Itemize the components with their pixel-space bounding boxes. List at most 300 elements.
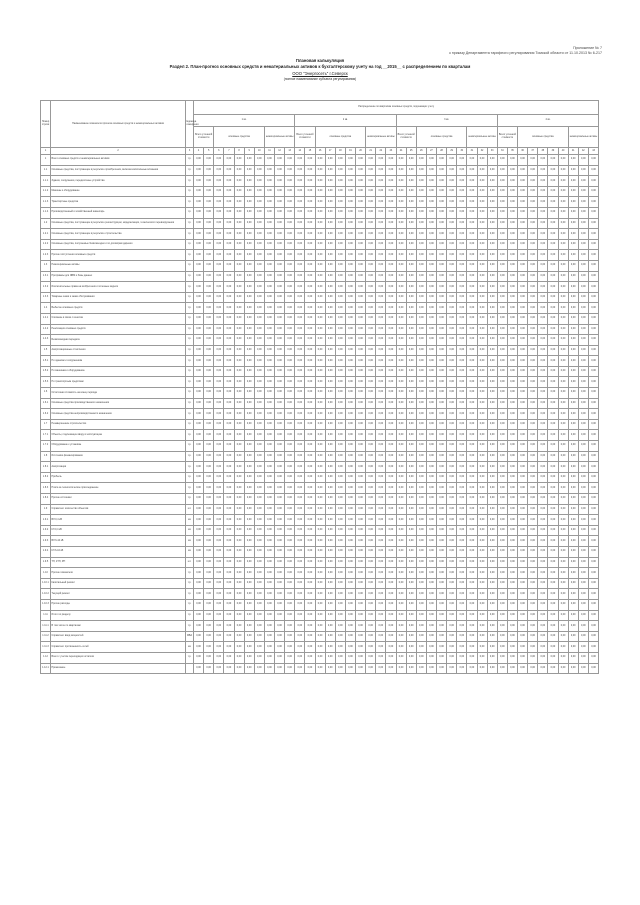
table-cell: 0,00	[356, 356, 366, 367]
table-cell: 0,00	[507, 218, 517, 229]
table-cell: 0,00	[376, 504, 386, 515]
table-cell: 0,00	[548, 546, 558, 557]
table-cell: 0,00	[426, 229, 436, 240]
table-cell: 0,00	[558, 155, 568, 166]
table-cell: 0,00	[518, 239, 528, 250]
table-cell: 0,00	[376, 451, 386, 462]
table-cell: 0,00	[335, 515, 345, 526]
table-cell: 0,00	[264, 303, 274, 314]
table-cell: 0,00	[507, 599, 517, 610]
table-cell: 0,00	[578, 631, 588, 642]
table-cell: 0,00	[437, 271, 447, 282]
table-cell: 0,00	[295, 335, 305, 346]
table-cell: 0,00	[447, 557, 457, 568]
table-cell: 0,00	[275, 525, 285, 536]
table-cell: 0,00	[528, 663, 538, 674]
table-cell: 0,00	[386, 176, 396, 187]
table-cell: 0,00	[528, 292, 538, 303]
table-cell: 0,00	[447, 589, 457, 600]
table-cell: 0,00	[487, 398, 497, 409]
table-cell: 0,00	[254, 525, 264, 536]
table-cell: 0,00	[558, 366, 568, 377]
table-cell: 0,00	[376, 642, 386, 653]
table-cell: 0,00	[295, 663, 305, 674]
table-cell: 0,00	[588, 515, 598, 526]
table-cell: 0,00	[437, 260, 447, 271]
table-cell: 0,00	[528, 377, 538, 388]
table-cell: 0,00	[234, 504, 244, 515]
table-cell: 0,00	[558, 282, 568, 293]
table-cell: 0,00	[224, 472, 234, 483]
table-cell: 0,00	[264, 525, 274, 536]
table-cell: 0,00	[558, 419, 568, 430]
table-cell: 0,00	[356, 377, 366, 388]
table-cell: 0,00	[224, 610, 234, 621]
table-cell: 0,00	[568, 557, 578, 568]
table-cell: 0,00	[548, 557, 558, 568]
table-cell: 0,00	[204, 356, 214, 367]
table-cell: 0,00	[234, 589, 244, 600]
table-cell: 0,00	[416, 218, 426, 229]
table-cell: 0,00	[194, 345, 204, 356]
table-cell: 0,00	[426, 271, 436, 282]
table-cell: 0,00	[487, 409, 497, 420]
table-cell: 0,00	[356, 642, 366, 653]
table-cell: 0,00	[538, 165, 548, 176]
table-cell: 0,00	[538, 155, 548, 166]
table-row	[41, 504, 599, 515]
table-cell: 0,00	[437, 282, 447, 293]
table-cell: 0,00	[194, 599, 204, 610]
table-cell: 0,00	[194, 409, 204, 420]
column-number: 5	[204, 148, 214, 155]
table-cell: 0,00	[538, 578, 548, 589]
row-code: 1.1.4	[41, 207, 51, 218]
table-cell: 0,00	[558, 218, 568, 229]
table-cell: 0,00	[416, 546, 426, 557]
table-cell: 0,00	[426, 610, 436, 621]
table-cell: 0,00	[285, 218, 295, 229]
table-cell: 0,00	[194, 631, 204, 642]
table-cell: 0,00	[345, 462, 355, 473]
table-cell: 0,00	[335, 525, 345, 536]
table-cell: 0,00	[224, 335, 234, 346]
table-cell: 0,00	[497, 197, 507, 208]
table-cell: 0,00	[325, 536, 335, 547]
table-cell: 0,00	[254, 419, 264, 430]
table-cell: 0,00	[224, 494, 234, 505]
table-cell: 0,00	[437, 398, 447, 409]
table-cell: 0,00	[406, 345, 416, 356]
table-cell: 0,00	[497, 504, 507, 515]
table-cell: 0,00	[366, 631, 376, 642]
table-cell: 0,00	[518, 366, 528, 377]
table-cell: 0,00	[295, 568, 305, 579]
table-cell: 0,00	[335, 441, 345, 452]
table-cell: 0,00	[366, 599, 376, 610]
table-cell: 0,00	[264, 642, 274, 653]
table-cell: 0,00	[477, 568, 487, 579]
table-cell: 0,00	[477, 250, 487, 261]
table-cell: 0,00	[234, 557, 244, 568]
row-name: Амортизационные отчисления	[51, 345, 186, 356]
row-code: 1.9	[41, 504, 51, 515]
table-cell: 0,00	[518, 335, 528, 346]
table-cell: 0,00	[457, 165, 467, 176]
table-cell: 0,00	[275, 335, 285, 346]
table-cell: 0,00	[356, 578, 366, 589]
table-cell: 0,00	[426, 335, 436, 346]
table-cell: 0,00	[416, 239, 426, 250]
table-cell: 0,00	[335, 578, 345, 589]
table-cell: 0,00	[416, 165, 426, 176]
table-cell: 0,00	[345, 303, 355, 314]
table-cell: 0,00	[518, 250, 528, 261]
table-cell: 0,00	[497, 652, 507, 663]
table-cell: 0,00	[194, 557, 204, 568]
table-cell: 0,00	[285, 377, 295, 388]
table-cell: 0,00	[335, 642, 345, 653]
row-unit: т.р.	[186, 430, 194, 441]
table-cell: 0,00	[254, 504, 264, 515]
table-cell: 0,00	[487, 578, 497, 589]
table-cell: 0,00	[497, 398, 507, 409]
table-cell: 0,00	[305, 356, 315, 367]
table-cell: 0,00	[295, 610, 305, 621]
table-cell: 0,00	[305, 451, 315, 462]
table-cell: 0,00	[568, 335, 578, 346]
table-cell: 0,00	[396, 441, 406, 452]
table-cell: 0,00	[457, 631, 467, 642]
table-cell: 0,00	[214, 441, 224, 452]
table-cell: 0,00	[538, 494, 548, 505]
table-cell: 0,00	[194, 324, 204, 335]
table-cell: 0,00	[447, 652, 457, 663]
table-cell: 0,00	[426, 260, 436, 271]
table-cell: 0,00	[204, 483, 214, 494]
table-cell: 0,00	[416, 430, 426, 441]
table-cell: 0,00	[204, 260, 214, 271]
table-cell: 0,00	[396, 536, 406, 547]
table-cell: 0,00	[416, 631, 426, 642]
table-cell: 0,00	[194, 451, 204, 462]
table-cell: 0,00	[325, 631, 335, 642]
table-cell: 0,00	[507, 494, 517, 505]
column-number: 7	[224, 148, 234, 155]
table-cell: 0,00	[275, 589, 285, 600]
table-row	[41, 313, 599, 324]
table-cell: 0,00	[528, 388, 538, 399]
table-cell: 0,00	[426, 462, 436, 473]
table-cell: 0,00	[285, 599, 295, 610]
table-cell: 0,00	[315, 335, 325, 346]
table-cell: 0,00	[234, 303, 244, 314]
table-cell: 0,00	[507, 377, 517, 388]
table-cell: 0,00	[204, 271, 214, 282]
table-cell: 0,00	[264, 578, 274, 589]
table-cell: 0,00	[568, 388, 578, 399]
table-cell: 0,00	[295, 546, 305, 557]
table-cell: 0,00	[285, 409, 295, 420]
table-cell: 0,00	[558, 536, 568, 547]
table-cell: 0,00	[335, 207, 345, 218]
table-cell: 0,00	[487, 271, 497, 282]
row-code: 1.2.2	[41, 239, 51, 250]
table-cell: 0,00	[396, 451, 406, 462]
table-cell: 0,00	[396, 599, 406, 610]
table-cell: 0,00	[315, 483, 325, 494]
table-cell: 0,00	[285, 642, 295, 653]
table-cell: 0,00	[285, 631, 295, 642]
row-code: 1.4.2	[41, 324, 51, 335]
table-cell: 0,00	[275, 345, 285, 356]
table-cell: 0,00	[214, 165, 224, 176]
table-row	[41, 451, 599, 462]
table-cell: 0,00	[345, 345, 355, 356]
table-cell: 0,00	[528, 176, 538, 187]
table-cell: 0,00	[244, 155, 254, 166]
table-cell: 0,00	[254, 207, 264, 218]
table-cell: 0,00	[214, 568, 224, 579]
table-cell: 0,00	[497, 451, 507, 462]
table-cell: 0,00	[396, 292, 406, 303]
table-cell: 0,00	[345, 176, 355, 187]
table-cell: 0,00	[194, 377, 204, 388]
table-cell: 0,00	[356, 218, 366, 229]
table-cell: 0,00	[254, 176, 264, 187]
head-unit: Единица измерения	[186, 101, 194, 148]
table-cell: 0,00	[275, 366, 285, 377]
table-cell: 0,00	[497, 599, 507, 610]
table-cell: 0,00	[295, 557, 305, 568]
column-number: 34	[497, 148, 507, 155]
table-cell: 0,00	[305, 409, 315, 420]
table-cell: 0,00	[588, 398, 598, 409]
table-cell: 0,00	[224, 303, 234, 314]
table-cell: 0,00	[568, 398, 578, 409]
table-cell: 0,00	[467, 324, 477, 335]
table-cell: 0,00	[254, 292, 264, 303]
table-cell: 0,00	[538, 536, 548, 547]
table-cell: 0,00	[538, 462, 548, 473]
row-name: Прочие источники	[51, 494, 186, 505]
table-cell: 0,00	[254, 451, 264, 462]
table-cell: 0,00	[305, 292, 315, 303]
table-cell: 0,00	[204, 292, 214, 303]
table-cell: 0,00	[315, 610, 325, 621]
table-cell: 0,00	[487, 599, 497, 610]
table-cell: 0,00	[325, 388, 335, 399]
table-cell: 0,00	[437, 165, 447, 176]
table-cell: 0,00	[386, 536, 396, 547]
table-cell: 0,00	[507, 239, 517, 250]
table-cell: 0,00	[345, 356, 355, 367]
table-cell: 0,00	[194, 642, 204, 653]
table-cell: 0,00	[234, 652, 244, 663]
table-cell: 0,00	[396, 271, 406, 282]
table-cell: 0,00	[244, 610, 254, 621]
table-cell: 0,00	[467, 197, 477, 208]
table-cell: 0,00	[507, 557, 517, 568]
table-cell: 0,00	[275, 557, 285, 568]
table-cell: 0,00	[376, 557, 386, 568]
table-cell: 0,00	[275, 462, 285, 473]
table-cell: 0,00	[467, 271, 477, 282]
table-cell: 0,00	[487, 536, 497, 547]
row-unit: т.р.	[186, 165, 194, 176]
table-cell: 0,00	[386, 663, 396, 674]
head-subgroup: основные средства	[214, 127, 265, 148]
table-cell: 0,00	[325, 207, 335, 218]
table-cell: 0,00	[568, 260, 578, 271]
table-cell: 0,00	[568, 494, 578, 505]
row-code: 1.10.1	[41, 578, 51, 589]
row-code: 1.1.3	[41, 197, 51, 208]
table-cell: 0,00	[538, 589, 548, 600]
table-cell: 0,00	[275, 324, 285, 335]
table-cell: 0,00	[507, 155, 517, 166]
table-cell: 0,00	[487, 197, 497, 208]
table-cell: 0,00	[376, 271, 386, 282]
table-cell: 0,00	[558, 652, 568, 663]
table-cell: 0,00	[518, 578, 528, 589]
table-cell: 0,00	[416, 589, 426, 600]
table-cell: 0,00	[214, 335, 224, 346]
table-cell: 0,00	[376, 176, 386, 187]
table-cell: 0,00	[315, 260, 325, 271]
table-cell: 0,00	[376, 377, 386, 388]
table-cell: 0,00	[457, 218, 467, 229]
table-cell: 0,00	[345, 335, 355, 346]
table-cell: 0,00	[507, 366, 517, 377]
table-cell: 0,00	[578, 366, 588, 377]
table-cell: 0,00	[558, 197, 568, 208]
table-cell: 0,00	[518, 504, 528, 515]
table-cell: 0,00	[305, 642, 315, 653]
table-cell: 0,00	[275, 451, 285, 462]
table-cell: 0,00	[204, 419, 214, 430]
table-cell: 0,00	[244, 568, 254, 579]
table-cell: 0,00	[194, 218, 204, 229]
table-cell: 0,00	[345, 388, 355, 399]
table-cell: 0,00	[426, 472, 436, 483]
table-cell: 0,00	[426, 388, 436, 399]
table-row	[41, 441, 599, 452]
table-cell: 0,00	[588, 176, 598, 187]
table-cell: 0,00	[275, 398, 285, 409]
table-cell: 0,00	[507, 525, 517, 536]
table-cell: 0,00	[376, 462, 386, 473]
table-cell: 0,00	[447, 207, 457, 218]
table-cell: 0,00	[345, 578, 355, 589]
table-cell: 0,00	[437, 515, 447, 526]
table-cell: 0,00	[437, 292, 447, 303]
table-cell: 0,00	[396, 515, 406, 526]
table-cell: 0,00	[295, 525, 305, 536]
row-code: 1.11.3	[41, 642, 51, 653]
table-cell: 0,00	[264, 504, 274, 515]
table-cell: 0,00	[396, 229, 406, 240]
table-cell: 0,00	[406, 250, 416, 261]
table-cell: 0,00	[497, 239, 507, 250]
table-cell: 0,00	[507, 313, 517, 324]
table-cell: 0,00	[507, 186, 517, 197]
table-cell: 0,00	[244, 546, 254, 557]
table-cell: 0,00	[214, 345, 224, 356]
table-cell: 0,00	[447, 197, 457, 208]
table-cell: 0,00	[204, 557, 214, 568]
table-cell: 0,00	[477, 271, 487, 282]
table-cell: 0,00	[234, 218, 244, 229]
table-cell: 0,00	[507, 652, 517, 663]
table-cell: 0,00	[568, 165, 578, 176]
table-cell: 0,00	[204, 229, 214, 240]
table-cell: 0,00	[356, 324, 366, 335]
table-cell: 0,00	[194, 652, 204, 663]
table-cell: 0,00	[315, 515, 325, 526]
table-cell: 0,00	[356, 536, 366, 547]
table-cell: 0,00	[538, 525, 548, 536]
table-cell: 0,00	[315, 578, 325, 589]
table-cell: 0,00	[437, 557, 447, 568]
column-number: 35	[507, 148, 517, 155]
table-cell: 0,00	[548, 197, 558, 208]
table-row	[41, 578, 599, 589]
table-cell: 0,00	[426, 504, 436, 515]
table-cell: 0,00	[437, 610, 447, 621]
table-cell: 0,00	[416, 176, 426, 187]
table-cell: 0,00	[356, 313, 366, 324]
table-cell: 0,00	[558, 568, 568, 579]
table-cell: 0,00	[426, 197, 436, 208]
table-cell: 0,00	[345, 218, 355, 229]
table-cell: 0,00	[538, 621, 548, 632]
table-cell: 0,00	[194, 546, 204, 557]
table-cell: 0,00	[437, 621, 447, 632]
table-cell: 0,00	[356, 260, 366, 271]
table-cell: 0,00	[315, 345, 325, 356]
table-cell: 0,00	[315, 652, 325, 663]
table-cell: 0,00	[528, 536, 538, 547]
table-cell: 0,00	[507, 176, 517, 187]
table-cell: 0,00	[497, 292, 507, 303]
table-cell: 0,00	[305, 260, 315, 271]
table-cell: 0,00	[204, 155, 214, 166]
table-cell: 0,00	[548, 599, 558, 610]
order-reference: к приказу Департамента тарифного регулирования Томской области от 11.10.2013 № 6-217	[449, 51, 602, 55]
table-cell: 0,00	[396, 398, 406, 409]
table-cell: 0,00	[315, 207, 325, 218]
table-cell: 0,00	[224, 462, 234, 473]
row-code: 1.10.3	[41, 599, 51, 610]
table-cell: 0,00	[356, 409, 366, 420]
table-cell: 0,00	[447, 599, 457, 610]
table-row	[41, 207, 599, 218]
table-cell: 0,00	[254, 197, 264, 208]
table-row	[41, 525, 599, 536]
table-cell: 0,00	[356, 250, 366, 261]
table-cell: 0,00	[396, 568, 406, 579]
table-cell: 0,00	[396, 462, 406, 473]
table-cell: 0,00	[588, 260, 598, 271]
table-cell: 0,00	[568, 155, 578, 166]
table-cell: 0,00	[224, 430, 234, 441]
table-cell: 0,00	[234, 462, 244, 473]
table-cell: 0,00	[345, 494, 355, 505]
table-cell: 0,00	[325, 451, 335, 462]
table-cell: 0,00	[224, 441, 234, 452]
table-cell: 0,00	[416, 303, 426, 314]
